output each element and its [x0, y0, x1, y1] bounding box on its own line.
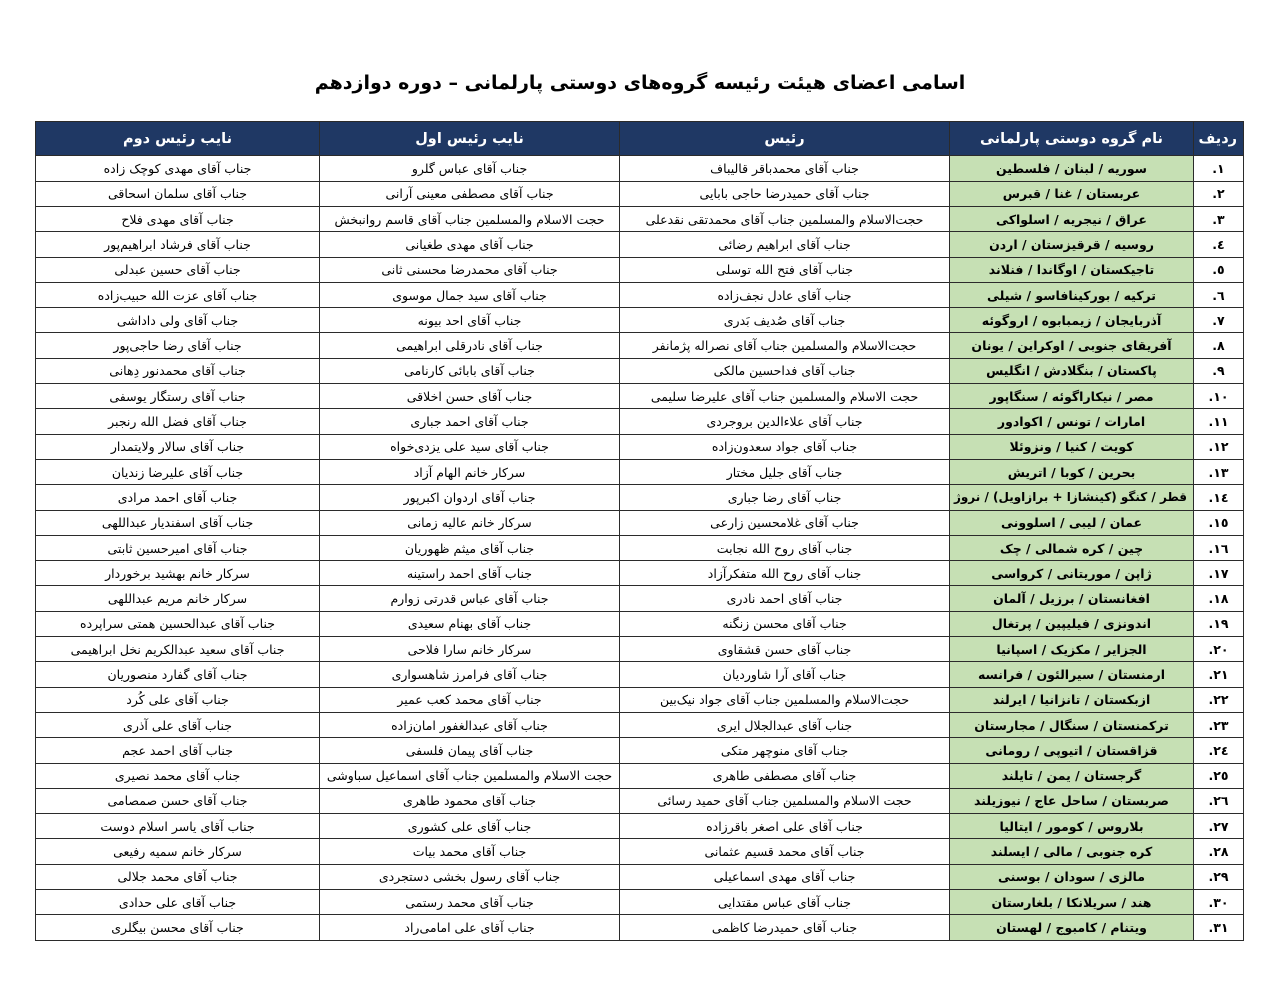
cell-second-deputy: جناب آقای رضا حاجی‌پور	[36, 333, 320, 358]
table-header	[36, 122, 1244, 156]
cell-chairman: جناب آقای رضا جباری	[620, 485, 950, 510]
table-row	[36, 207, 1244, 232]
cell-radif: ۳۱.	[1194, 915, 1244, 940]
cell-radif: ٤.	[1194, 232, 1244, 257]
table-container	[36, 121, 1244, 940]
cell-first-deputy: سرکار خانم الهام آزاد	[320, 459, 620, 484]
cell-chairman: حجت الاسلام والمسلمین جناب آقای حمید رسائی	[620, 788, 950, 813]
cell-first-deputy: جناب آقای محمود طاهری	[320, 788, 620, 813]
cell-radif: ۱.	[1194, 156, 1244, 181]
cell-group-name: ترکمنستان / سنگال / مجارستان	[950, 712, 1194, 737]
table-row	[36, 611, 1244, 636]
cell-radif: ۸.	[1194, 333, 1244, 358]
document-page	[0, 13, 1280, 1002]
cell-radif: ۲۳.	[1194, 712, 1244, 737]
cell-radif: ۱۲.	[1194, 434, 1244, 459]
table-row	[36, 890, 1244, 915]
cell-group-name: پاکستان / بنگلادش / انگلیس	[950, 358, 1194, 383]
cell-group-name: صربستان / ساحل عاج / نیوزیلند	[950, 788, 1194, 813]
cell-group-name: ژاپن / موریتانی / کرواسی	[950, 561, 1194, 586]
cell-first-deputy: جناب آقای بهنام سعیدی	[320, 611, 620, 636]
cell-group-name: قطر / کنگو (کینشازا + برازاویل) / نروژ	[950, 485, 1194, 510]
friendship-groups-table	[35, 121, 1244, 940]
cell-chairman: جناب آقای آرا شاوردیان	[620, 662, 950, 687]
cell-radif: ۱٤.	[1194, 485, 1244, 510]
cell-second-deputy: جناب آقای سلمان اسحاقی	[36, 181, 320, 206]
cell-first-deputy: جناب آقای سید جمال موسوی	[320, 282, 620, 307]
cell-second-deputy: جناب آقای محمد جلالی	[36, 864, 320, 889]
cell-group-name: هند / سریلانکا / بلغارستان	[950, 890, 1194, 915]
cell-first-deputy: جناب آقای محمدرضا محسنی ثانی	[320, 257, 620, 282]
cell-radif: ۳۰.	[1194, 890, 1244, 915]
cell-chairman: جناب آقای حمیدرضا کاظمی	[620, 915, 950, 940]
cell-chairman: جناب آقای روح الله نجابت	[620, 535, 950, 560]
cell-first-deputy: جناب آقای علی امامی‌راد	[320, 915, 620, 940]
cell-chairman: جناب آقای محمدباقر قالیباف	[620, 156, 950, 181]
cell-chairman: جناب آقای عادل نجف‌زاده	[620, 282, 950, 307]
cell-second-deputy: جناب آقای سالار ولایتمدار	[36, 434, 320, 459]
table-row	[36, 434, 1244, 459]
table-row	[36, 788, 1244, 813]
table-row	[36, 839, 1244, 864]
cell-radif: ٦.	[1194, 282, 1244, 307]
cell-group-name: کره جنوبی / مالی / ایسلند	[950, 839, 1194, 864]
cell-chairman: جناب آقای احمد نادری	[620, 586, 950, 611]
cell-group-name: گرجستان / یمن / تایلند	[950, 763, 1194, 788]
cell-chairman: جناب آقای عباس مقتدایی	[620, 890, 950, 915]
cell-group-name: ازبکستان / تانزانیا / ایرلند	[950, 687, 1194, 712]
cell-radif: ۲۸.	[1194, 839, 1244, 864]
column-header-radif: ردیف	[1194, 122, 1244, 156]
cell-chairman: جناب آقای علی اصغر باقرزاده	[620, 814, 950, 839]
table-header-row	[36, 122, 1244, 156]
cell-group-name: ویتنام / کامبوج / لهستان	[950, 915, 1194, 940]
cell-second-deputy: جناب آقای رستگار یوسفی	[36, 384, 320, 409]
cell-group-name: چین / کره شمالی / چک	[950, 535, 1194, 560]
cell-group-name: بلاروس / کومور / ایتالیا	[950, 814, 1194, 839]
cell-second-deputy: جناب آقای محمدنور دِهانی	[36, 358, 320, 383]
table-body	[36, 156, 1244, 940]
table-row	[36, 561, 1244, 586]
cell-group-name: الجزایر / مکزیک / اسپانیا	[950, 637, 1194, 662]
cell-radif: ۹.	[1194, 358, 1244, 383]
cell-group-name: آذربایجان / زیمبابوه / اروگوئه	[950, 308, 1194, 333]
cell-chairman: جناب آقای مصطفی طاهری	[620, 763, 950, 788]
column-header-naib2: نایب رئیس دوم	[36, 122, 320, 156]
cell-radif: ۳.	[1194, 207, 1244, 232]
cell-second-deputy: جناب آقای علیرضا زندیان	[36, 459, 320, 484]
cell-radif: ۲۷.	[1194, 814, 1244, 839]
table-row	[36, 459, 1244, 484]
cell-first-deputy: جناب آقای احمد جباری	[320, 409, 620, 434]
cell-first-deputy: جناب آقای عبدالغفور امان‌زاده	[320, 712, 620, 737]
cell-first-deputy: جناب آقای احد بیونه	[320, 308, 620, 333]
table-row	[36, 232, 1244, 257]
cell-second-deputy: جناب آقای عزت الله حبیب‌زاده	[36, 282, 320, 307]
table-row	[36, 358, 1244, 383]
cell-chairman: حجت‌الاسلام والمسلمین جناب آقای نصراله پژمانفر	[620, 333, 950, 358]
cell-radif: ۱۳.	[1194, 459, 1244, 484]
cell-chairman: حجت‌الاسلام والمسلمین جناب آقای محمدتقی نقدعلی	[620, 207, 950, 232]
cell-group-name: عراق / نیجریه / اسلواکی	[950, 207, 1194, 232]
table-row	[36, 738, 1244, 763]
cell-chairman: جناب آقای فتح الله توسلی	[620, 257, 950, 282]
cell-second-deputy: جناب آقای مهدی کوچک زاده	[36, 156, 320, 181]
cell-group-name: روسیه / قرقیزستان / اردن	[950, 232, 1194, 257]
cell-first-deputy: جناب آقای میثم ظهوریان	[320, 535, 620, 560]
cell-chairman: جناب آقای منوچهر متکی	[620, 738, 950, 763]
cell-second-deputy: جناب آقای محمد نصیری	[36, 763, 320, 788]
cell-chairman: جناب آقای صُدیف بَدری	[620, 308, 950, 333]
cell-chairman: جناب آقای حسن قشقاوی	[620, 637, 950, 662]
cell-group-name: ترکیه / بورکینافاسو / شیلی	[950, 282, 1194, 307]
cell-group-name: ارمنستان / سیرالئون / فرانسه	[950, 662, 1194, 687]
cell-radif: ۱۰.	[1194, 384, 1244, 409]
table-row	[36, 687, 1244, 712]
table-row	[36, 586, 1244, 611]
table-row	[36, 384, 1244, 409]
cell-chairman: جناب آقای حمیدرضا حاجی بابایی	[620, 181, 950, 206]
cell-group-name: عمان / لیبی / اسلوونی	[950, 510, 1194, 535]
table-row	[36, 637, 1244, 662]
cell-group-name: مصر / نیکاراگوئه / سنگاپور	[950, 384, 1194, 409]
cell-chairman: حجت الاسلام والمسلمین جناب آقای علیرضا سلیمی	[620, 384, 950, 409]
cell-group-name: کویت / کنیا / ونزوئلا	[950, 434, 1194, 459]
table-row	[36, 712, 1244, 737]
table-row	[36, 535, 1244, 560]
cell-radif: ۲۲.	[1194, 687, 1244, 712]
cell-second-deputy: سرکار خانم سمیه رفیعی	[36, 839, 320, 864]
cell-chairman: حجت‌الاسلام والمسلمین جناب آقای جواد نیک‌بین	[620, 687, 950, 712]
cell-radif: ۲۹.	[1194, 864, 1244, 889]
cell-group-name: مالزی / سودان / بوسنی	[950, 864, 1194, 889]
table-row	[36, 333, 1244, 358]
table-row	[36, 915, 1244, 940]
cell-second-deputy: جناب آقای علی حدادی	[36, 890, 320, 915]
cell-group-name: آفریقای جنوبی / اوکراین / یونان	[950, 333, 1194, 358]
table-row	[36, 181, 1244, 206]
cell-first-deputy: جناب آقای بابائی کارنامی	[320, 358, 620, 383]
table-row	[36, 156, 1244, 181]
cell-first-deputy: جناب آقای محمد رستمی	[320, 890, 620, 915]
table-row	[36, 257, 1244, 282]
cell-chairman: جناب آقای جلیل مختار	[620, 459, 950, 484]
cell-second-deputy: جناب آقای فرشاد ابراهیم‌پور	[36, 232, 320, 257]
cell-radif: ۲۰.	[1194, 637, 1244, 662]
table-row	[36, 510, 1244, 535]
table-row	[36, 308, 1244, 333]
cell-first-deputy: جناب آقای احمد راستینه	[320, 561, 620, 586]
cell-first-deputy: جناب آقای علی کشوری	[320, 814, 620, 839]
cell-radif: ۲٦.	[1194, 788, 1244, 813]
cell-radif: ۷.	[1194, 308, 1244, 333]
cell-second-deputy: جناب آقای حسین عبدلی	[36, 257, 320, 282]
cell-chairman: جناب آقای عبدالجلال ایری	[620, 712, 950, 737]
page-title: اسامی اعضای هیئت رئیسه گروه‌های دوستی پارلمانی – دوره دوازدهم	[314, 71, 966, 94]
column-header-rais: رئیس	[620, 122, 950, 156]
cell-radif: ۲.	[1194, 181, 1244, 206]
cell-chairman: جناب آقای جواد سعدون‌زاده	[620, 434, 950, 459]
cell-second-deputy: جناب آقای علی آذری	[36, 712, 320, 737]
cell-chairman: جناب آقای محسن زنگنه	[620, 611, 950, 636]
cell-chairman: جناب آقای ابراهیم رضائی	[620, 232, 950, 257]
cell-group-name: عربستان / غنا / قبرس	[950, 181, 1194, 206]
cell-radif: ۱۸.	[1194, 586, 1244, 611]
cell-chairman: جناب آقای علاءالدین بروجردی	[620, 409, 950, 434]
cell-radif: ۲۱.	[1194, 662, 1244, 687]
cell-second-deputy: جناب آقای عبدالحسین همتی سراپرده	[36, 611, 320, 636]
table-row	[36, 282, 1244, 307]
cell-group-name: بحرین / کوبا / اتریش	[950, 459, 1194, 484]
cell-chairman: جناب آقای مهدی اسماعیلی	[620, 864, 950, 889]
cell-second-deputy: جناب آقای سعید عبدالکریم نخل ابراهیمی	[36, 637, 320, 662]
cell-radif: ۱۹.	[1194, 611, 1244, 636]
cell-second-deputy: جناب آقای گفارد منصوریان	[36, 662, 320, 687]
cell-chairman: جناب آقای فداحسین مالکی	[620, 358, 950, 383]
cell-group-name: سوریه / لبنان / فلسطین	[950, 156, 1194, 181]
cell-first-deputy: جناب آقای نادرقلی ابراهیمی	[320, 333, 620, 358]
cell-first-deputy: جناب آقای محمد کعب عمیر	[320, 687, 620, 712]
cell-second-deputy: جناب آقای مهدی فلاح	[36, 207, 320, 232]
cell-second-deputy: جناب آقای محسن بیگلری	[36, 915, 320, 940]
cell-group-name: امارات / تونس / اکوادور	[950, 409, 1194, 434]
cell-second-deputy: جناب آقای یاسر اسلام دوست	[36, 814, 320, 839]
column-header-naib1: نایب رئیس اول	[320, 122, 620, 156]
cell-group-name: قزاقستان / اتیوپی / رومانی	[950, 738, 1194, 763]
cell-radif: ۲٤.	[1194, 738, 1244, 763]
cell-second-deputy: جناب آقای اسفندیار عبداللهی	[36, 510, 320, 535]
cell-first-deputy: سرکار خانم عالیه زمانی	[320, 510, 620, 535]
cell-second-deputy: سرکار خانم بهشید برخوردار	[36, 561, 320, 586]
cell-second-deputy: جناب آقای احمد عجم	[36, 738, 320, 763]
cell-second-deputy: جناب آقای حسن صمصامی	[36, 788, 320, 813]
cell-first-deputy: حجت الاسلام والمسلمین جناب آقای قاسم روانبخش	[320, 207, 620, 232]
table-row	[36, 662, 1244, 687]
cell-radif: ۲٥.	[1194, 763, 1244, 788]
table-row	[36, 485, 1244, 510]
cell-radif: ٥.	[1194, 257, 1244, 282]
cell-first-deputy: جناب آقای مصطفی معینی آرانی	[320, 181, 620, 206]
column-header-group: نام گروه دوستی پارلمانی	[950, 122, 1194, 156]
cell-first-deputy: جناب آقای مهدی طغیانی	[320, 232, 620, 257]
table-row	[36, 864, 1244, 889]
table-row	[36, 763, 1244, 788]
cell-second-deputy: جناب آقای احمد مرادی	[36, 485, 320, 510]
cell-first-deputy: جناب آقای سید علی یزدی‌خواه	[320, 434, 620, 459]
cell-group-name: تاجیکستان / اوگاندا / فنلاند	[950, 257, 1194, 282]
cell-first-deputy: جناب آقای رسول بخشی دستجردی	[320, 864, 620, 889]
table-row	[36, 814, 1244, 839]
cell-first-deputy: سرکار خانم سارا فلاحی	[320, 637, 620, 662]
cell-second-deputy: سرکار خانم مریم عبداللهی	[36, 586, 320, 611]
cell-second-deputy: جناب آقای امیرحسین ثابتی	[36, 535, 320, 560]
cell-first-deputy: حجت الاسلام والمسلمین جناب آقای اسماعیل سباوشی	[320, 763, 620, 788]
cell-chairman: جناب آقای روح الله متفکرآزاد	[620, 561, 950, 586]
cell-chairman: جناب آقای غلامحسین زارعی	[620, 510, 950, 535]
cell-radif: ۱٥.	[1194, 510, 1244, 535]
cell-second-deputy: جناب آقای ولی داداشی	[36, 308, 320, 333]
cell-second-deputy: جناب آقای علی کُرد	[36, 687, 320, 712]
cell-second-deputy: جناب آقای فضل الله رنجبر	[36, 409, 320, 434]
cell-radif: ۱٦.	[1194, 535, 1244, 560]
cell-first-deputy: جناب آقای محمد بیات	[320, 839, 620, 864]
cell-first-deputy: جناب آقای حسن اخلاقی	[320, 384, 620, 409]
cell-radif: ۱۷.	[1194, 561, 1244, 586]
cell-group-name: اندونزی / فیلیپین / پرتغال	[950, 611, 1194, 636]
cell-chairman: جناب آقای محمد قسیم عثمانی	[620, 839, 950, 864]
cell-first-deputy: جناب آقای عباس گلرو	[320, 156, 620, 181]
cell-first-deputy: جناب آقای فرامرز شاهسواری	[320, 662, 620, 687]
cell-first-deputy: جناب آقای اردوان اکبرپور	[320, 485, 620, 510]
table-row	[36, 409, 1244, 434]
cell-group-name: افغانستان / برزیل / آلمان	[950, 586, 1194, 611]
cell-first-deputy: جناب آقای پیمان فلسفی	[320, 738, 620, 763]
cell-first-deputy: جناب آقای عباس قدرتی زوارم	[320, 586, 620, 611]
cell-radif: ۱۱.	[1194, 409, 1244, 434]
